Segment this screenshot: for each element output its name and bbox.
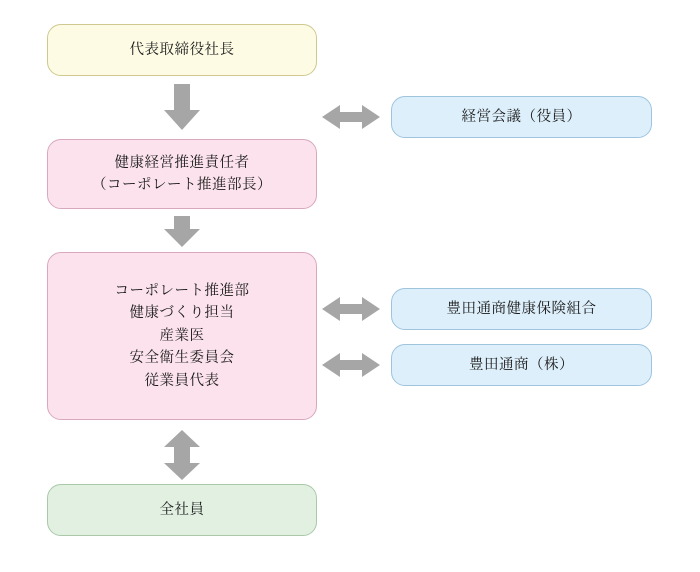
arrow-leftright-department-to-insurance — [322, 293, 380, 325]
node-manager-line-2: （コーポレート推進部長） — [92, 177, 272, 193]
node-all-staff — [47, 484, 317, 536]
node-president-line-1: 代表取締役社長 — [129, 41, 235, 58]
node-company-line-1: 豊田通商（株） — [469, 356, 574, 373]
node-insurance-line-1: 豊田通商健康保険組合 — [446, 300, 597, 317]
arrow-leftright-manager-to-board — [322, 101, 380, 133]
node-department-line-4: 安全衛生委員会 — [129, 350, 235, 367]
node-board-meeting-line-1: 経営会議（役員） — [461, 108, 582, 125]
node-corporate-promotion-department — [47, 252, 317, 420]
node-department-line-3: 産業医 — [159, 327, 205, 344]
node-health-management-officer — [47, 139, 317, 209]
node-department-line-5: 従業員代表 — [144, 372, 220, 389]
node-all-staff-line-1: 全社員 — [159, 501, 205, 518]
node-board-meeting — [391, 96, 652, 138]
arrow-down-president-to-manager — [156, 84, 208, 132]
arrow-leftright-department-to-company — [322, 349, 380, 381]
node-president — [47, 24, 317, 76]
node-company — [391, 344, 652, 386]
node-department-line-2: 健康づくり担当 — [129, 305, 235, 322]
arrow-updown-department-to-all-staff — [156, 430, 208, 480]
arrow-down-manager-to-department — [156, 216, 208, 248]
node-department-line-1: コーポレート推進部 — [114, 282, 250, 299]
node-manager-line-1: 健康経営推進責任者 — [114, 154, 250, 171]
node-health-insurance-association — [391, 288, 652, 330]
